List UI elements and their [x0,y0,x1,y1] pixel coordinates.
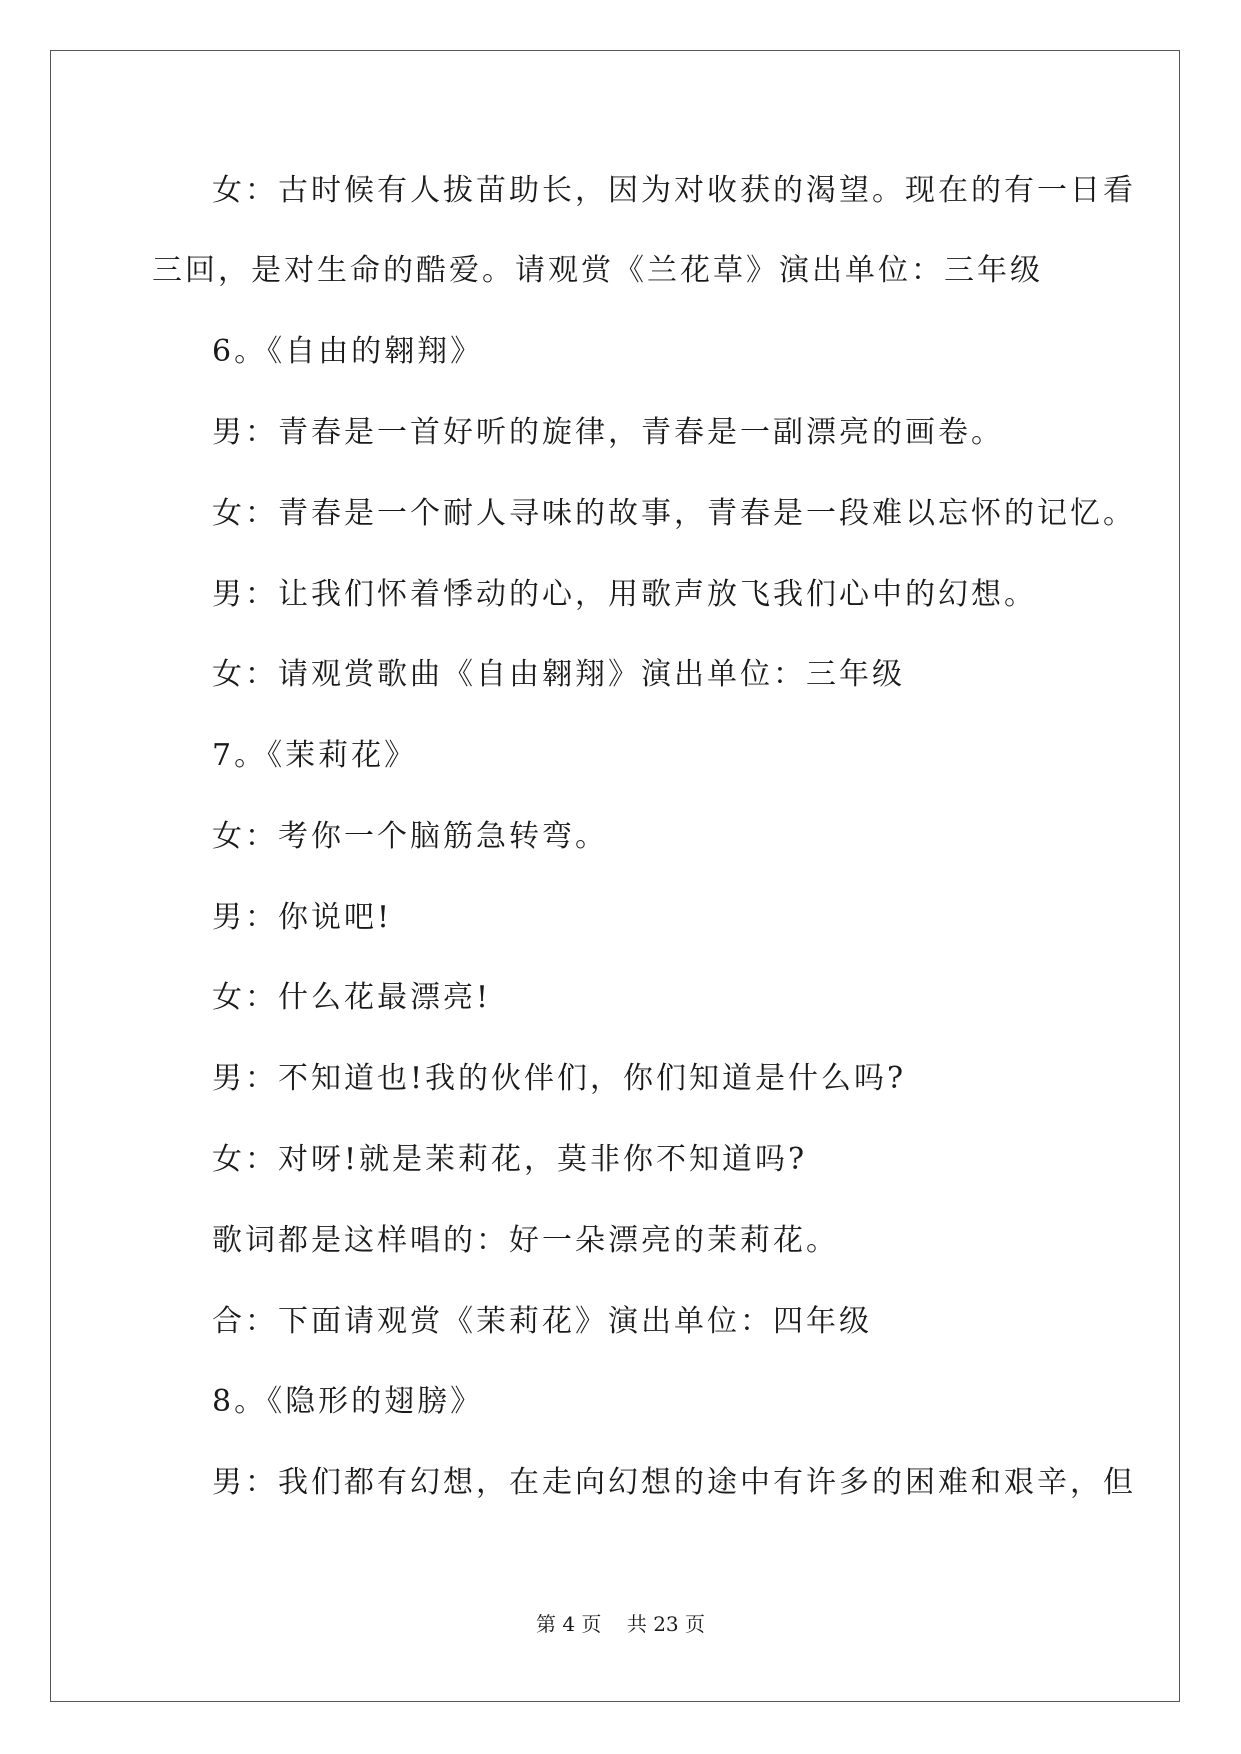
paragraph-line: 男：青春是一首好听的旋律，青春是一副漂亮的画卷。 [212,415,1004,450]
paragraph-line: 合：下面请观赏《茉莉花》演出单位：四年级 [212,1304,872,1339]
page-number-footer: 第 4 页 共 23 页 [535,1612,706,1636]
paragraph-line: 女：请观赏歌曲《自由翱翔》演出单位：三年级 [212,657,905,692]
section-heading: 6。《自由的翱翔》 [212,334,484,369]
paragraph-line: 三回，是对生命的酷爱。请观赏《兰花草》演出单位：三年级 [152,253,1043,288]
paragraph-line: 女：什么花最漂亮! [212,980,492,1015]
section-heading: 8。《隐形的翅膀》 [212,1384,484,1419]
paragraph-line: 女：考你一个脑筋急转弯。 [212,819,608,854]
paragraph-line: 男：让我们怀着悸动的心，用歌声放飞我们心中的幻想。 [212,577,1037,612]
paragraph-line: 男：不知道也!我的伙伴们，你们知道是什么吗? [212,1061,907,1096]
paragraph-line: 女：古时候有人拔苗助长，因为对收获的渴望。现在的有一日看 [212,173,1136,208]
paragraph-line: 男：你说吧! [212,900,393,935]
paragraph-line: 女：对呀!就是茉莉花，莫非你不知道吗? [212,1142,808,1177]
paragraph-line: 男：我们都有幻想，在走向幻想的途中有许多的困难和艰辛，但 [212,1465,1136,1500]
section-heading: 7。《茉莉花》 [212,738,418,773]
paragraph-line: 女：青春是一个耐人寻味的故事，青春是一段难以忘怀的记忆。 [212,496,1136,531]
paragraph-line: 歌词都是这样唱的：好一朵漂亮的茉莉花。 [212,1223,839,1258]
page-border [50,50,1180,1702]
